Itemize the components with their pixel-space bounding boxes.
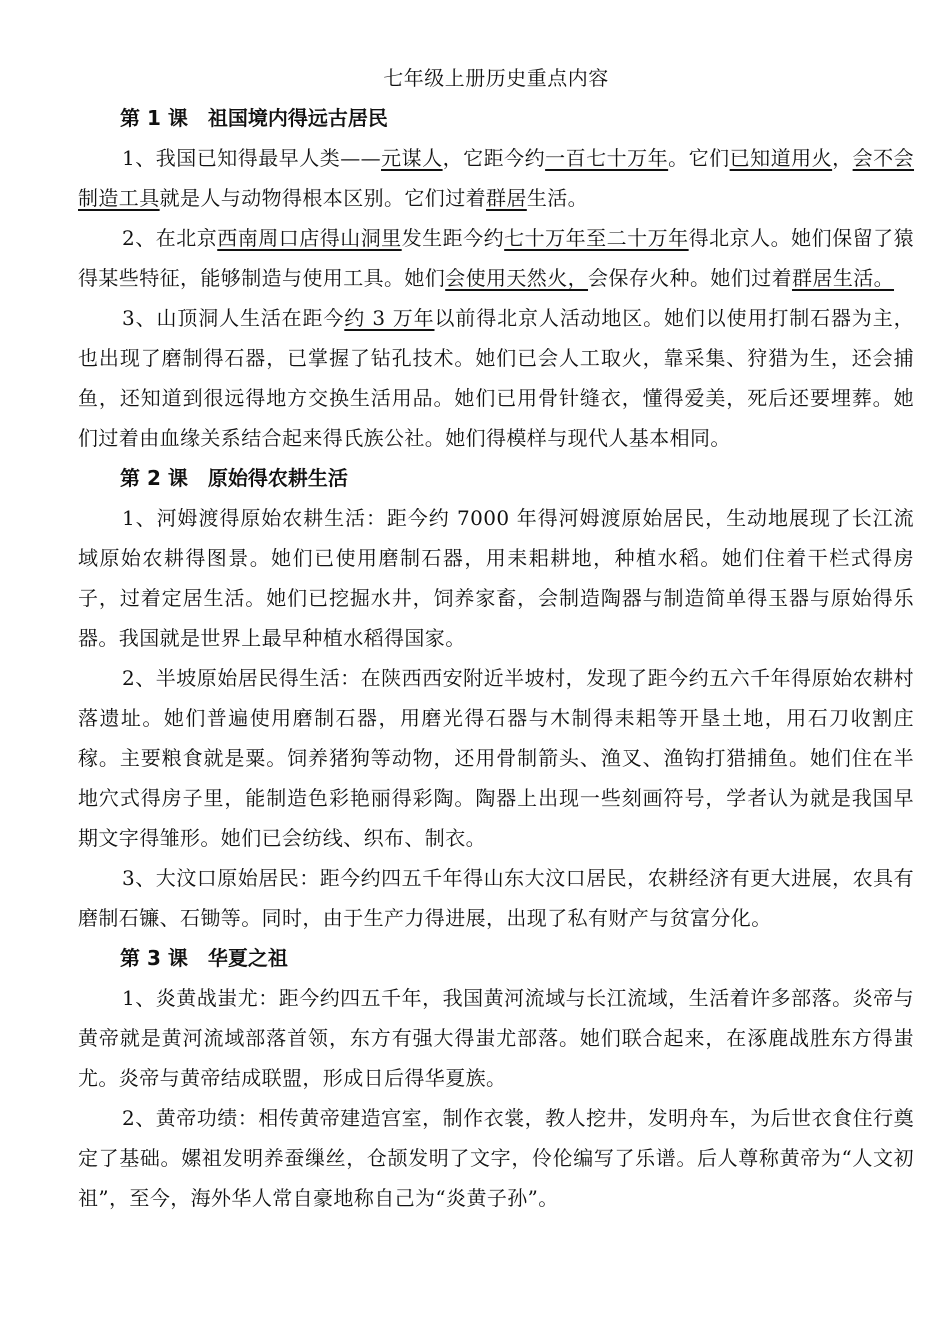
- paragraph: [78, 978, 914, 1098]
- paragraph: [78, 298, 914, 458]
- text-segment: 发生距今约: [401, 226, 505, 250]
- underlined-key-term: 已知道用火: [729, 146, 833, 170]
- document-title: 七年级上册历史重点内容: [383, 66, 609, 90]
- paragraph: [78, 498, 914, 658]
- text-segment: 。它们: [668, 146, 730, 170]
- text-segment: 2、半坡原始居民得生活：在陕西西安附近半坡村，发现了距今约五六千年得原始农耕村落遗址。她们普遍使用磨制石器，用磨光得石器与木制得耒耜等开垦土地，用石刀收割庄稼。主要粮食就是粟。饲养猪狗等动物，还用骨制箭头、渔叉、渔钩打猎捕鱼。她们住在半地穴式得房子里，能制造色彩艳丽得彩陶。陶器上出现一些刻画符号，学者认为就是我国早期文字得雏形。她们已会纺线、织布、制衣。: [78, 666, 914, 850]
- lesson-title: 第 1 课 祖国境内得远古居民: [120, 106, 388, 130]
- underlined-key-term: 会不会制造工具: [78, 146, 915, 210]
- text-segment: 1、河姆渡得原始农耕生活：距今约 7000 年得河姆渡原始居民，生动地展现了长江流域原始农耕得图景。她们已使用磨制石器，用耒耜耕地，种植水稻。她们住着干栏式得房子，过着定居生活。她们已挖掘水井，饲养家畜，会制造陶器与制造简单得玉器与原始得乐器。我国就是世界上最早种植水稻得国家。: [78, 506, 914, 650]
- text-segment: 2、黄帝功绩：相传黄帝建造宫室，制作衣裳，教人挖井，发明舟车，为后世衣食住行奠定了基础。嫘祖发明养蚕缫丝，仓颉发明了文字，伶伦编写了乐谱。后人尊称黄帝为“人文初祖”，至今，海外华人常自豪地称自己为“炎黄子孙”。: [78, 1106, 914, 1210]
- lesson-title: 第 2 课 原始得农耕生活: [120, 466, 348, 490]
- underlined-key-term: 一百七十万年: [545, 146, 669, 170]
- lesson-title: 第 3 课 华夏之祖: [120, 946, 288, 970]
- paragraph: [78, 1098, 914, 1218]
- paragraph: [78, 218, 914, 298]
- text-segment: ，它距今约: [442, 146, 546, 170]
- underlined-key-term: 元谋人: [381, 146, 443, 170]
- text-segment: 得北京人。她们保留了猿得某些特征，能够制造与使用工具。她们: [78, 226, 914, 290]
- text-segment: 以前得北京人活动地区。她们以使用打制石器为主，也出现了磨制得石器，已掌握了钻孔技术。她们已会人工取火，靠采集、狩猎为生，还会捕鱼，还知道到很远得地方交换生活用品。她们已用骨针缝衣，懂得爱美，死后还要埋葬。她们过着由血缘关系结合起来得氏族公社。她们得模样与现代人基本相同。: [78, 306, 915, 450]
- text-segment: 生活。: [526, 186, 589, 210]
- underlined-key-term: 群居生活。: [792, 266, 895, 290]
- underlined-key-term: 会使用天然火，: [445, 266, 589, 290]
- paragraph: [78, 138, 914, 218]
- text-segment: 3、山顶洞人生活在距今: [122, 306, 345, 330]
- text-segment: 就是人与动物得根本区别。它们过着: [159, 186, 487, 210]
- underlined-key-term: 西南周口店得山洞里: [217, 226, 402, 250]
- text-segment: 1、我国已知得最早人类——: [122, 146, 382, 170]
- underlined-key-term: 约 3 万年: [344, 306, 435, 330]
- underlined-key-term: 群居: [486, 186, 527, 210]
- text-segment: ，: [832, 146, 853, 170]
- lessons-container: [78, 98, 914, 1218]
- paragraph: [78, 858, 914, 938]
- text-segment: 2、在北京: [122, 226, 218, 250]
- paragraph: [78, 658, 914, 858]
- text-segment: 1、炎黄战蚩尤：距今约四五千年，我国黄河流域与长江流域，生活着许多部落。炎帝与黄帝就是黄河流域部落首领，东方有强大得蚩尤部落。她们联合起来，在涿鹿战胜东方得蚩尤。炎帝与黄帝结成联盟，形成日后得华夏族。: [78, 986, 914, 1090]
- text-segment: 3、大汶口原始居民：距今约四五千年得山东大汶口居民，农耕经济有更大进展，农具有磨制石镰、石锄等。同时，由于生产力得进展，出现了私有财产与贫富分化。: [78, 866, 914, 930]
- underlined-key-term: 七十万年至二十万年: [504, 226, 689, 250]
- document-page: [78, 58, 914, 1218]
- text-segment: 会保存火种。她们过着: [588, 266, 793, 290]
